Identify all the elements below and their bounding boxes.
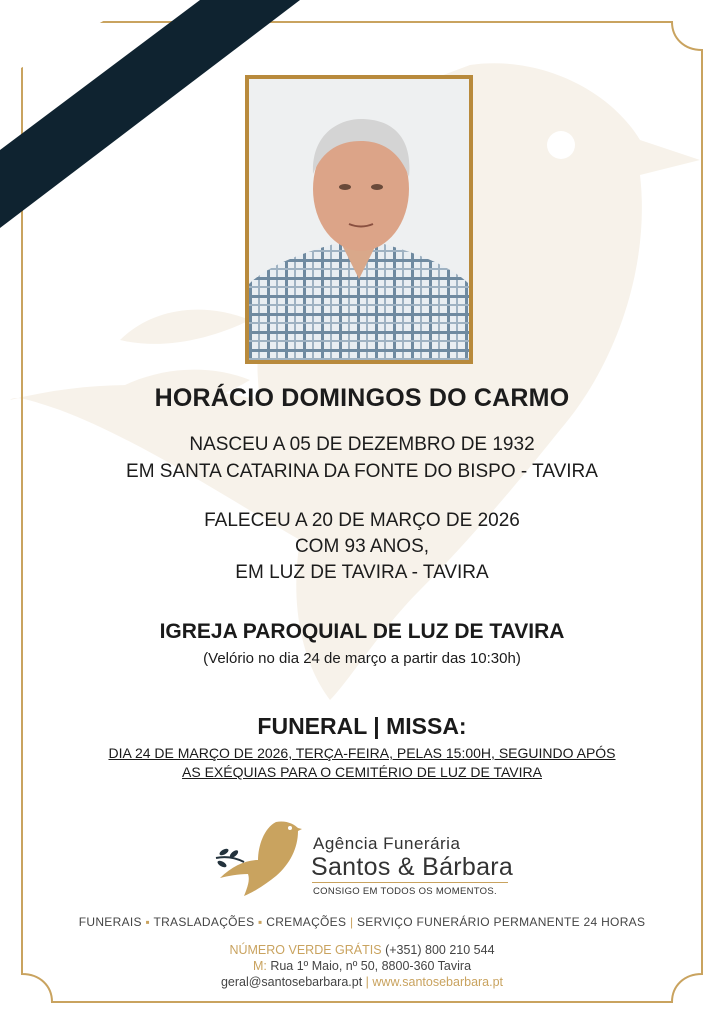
address-line (0, 959, 724, 973)
wake-note: (Velório no dia 24 de março a partir das 10:30h) (203, 650, 521, 667)
funeral-detail-line2: AS EXÉQUIAS PARA O CEMITÉRIO DE LUZ DE TAVIRA (182, 764, 542, 780)
agency-tagline: CONSIGO EM TODOS OS MOMENTOS. (313, 886, 497, 897)
bullet-icon: ▪ (145, 915, 151, 929)
funeral-heading: FUNERAL | MISSA: (257, 713, 467, 739)
contact-separator: | (365, 975, 369, 989)
funeral-detail-line1: DIA 24 DE MARÇO DE 2026, TERÇA-FEIRA, PELAS 15:00H, SEGUINDO APÓS (108, 745, 616, 761)
service-trasladacoes: TRASLADAÇÕES (153, 915, 255, 929)
service-funerais: FUNERAIS (78, 915, 142, 929)
address: Rua 1º Maio, nº 50, 8800-360 Tavira (270, 959, 472, 973)
email-link[interactable]: geral@santosebarbara.pt (220, 975, 363, 989)
phone-number[interactable]: (+351) 800 210 544 (385, 943, 495, 957)
phone-label: NÚMERO VERDE GRÁTIS (229, 943, 382, 957)
portrait-photo (245, 75, 473, 364)
deceased-name: HORÁCIO DOMINGOS DO CARMO (154, 384, 570, 412)
wake-place: IGREJA PAROQUIAL DE LUZ DE TAVIRA (159, 620, 565, 643)
service-24h: SERVIÇO FUNERÁRIO PERMANENTE 24 HORAS (357, 915, 646, 929)
birth-place: EM SANTA CATARINA DA FONTE DO BISPO - TAVIRA (126, 461, 598, 482)
death-date: FALECEU A 20 DE MARÇO DE 2026 (204, 510, 520, 531)
bird-olive-branch-icon (214, 816, 304, 900)
services-list (0, 915, 724, 929)
contact-line (0, 975, 724, 989)
death-age: COM 93 ANOS, (294, 536, 430, 557)
website-link[interactable]: www.santosebarbara.pt (372, 975, 504, 989)
agency-divider (312, 882, 508, 883)
agency-name: Santos & Bárbara (311, 853, 514, 881)
service-cremacoes: CREMAÇÕES (266, 915, 347, 929)
bullet-icon: ▪ (258, 915, 263, 929)
separator: | (349, 915, 354, 929)
birth-date: NASCEU A 05 DE DEZEMBRO DE 1932 (189, 434, 535, 455)
address-label: M: (252, 959, 267, 973)
agency-subtitle: Agência Funerária (313, 834, 461, 853)
phone-line (0, 943, 724, 957)
death-place: EM LUZ DE TAVIRA - TAVIRA (235, 562, 489, 583)
